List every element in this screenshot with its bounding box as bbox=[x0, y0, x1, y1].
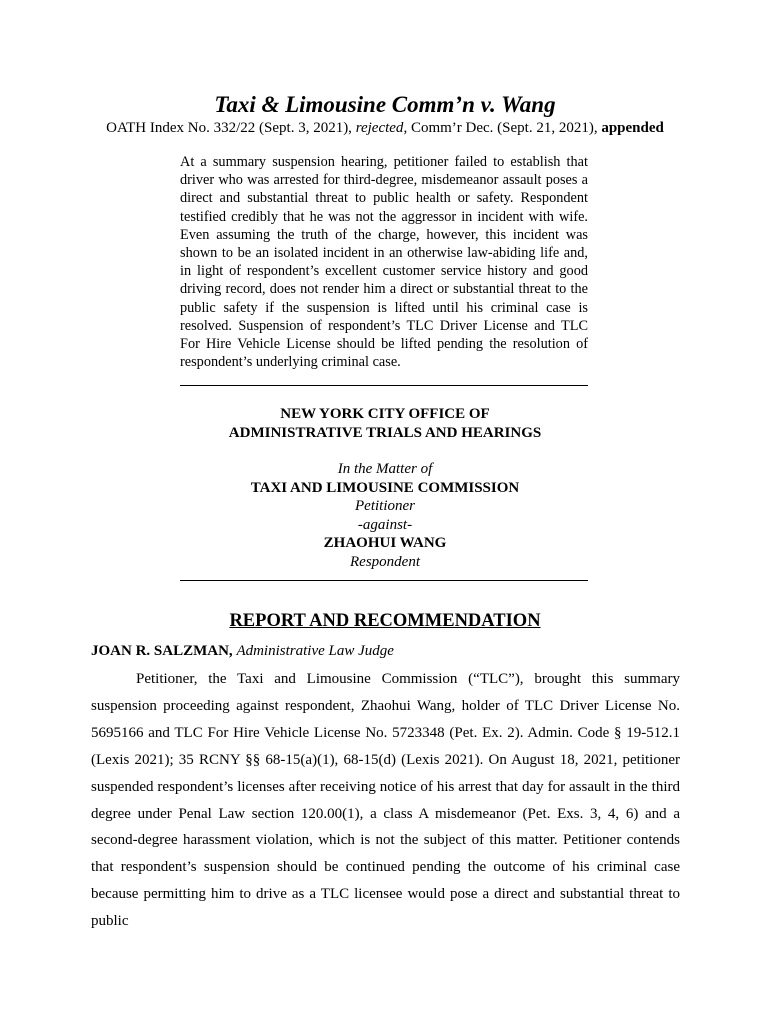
judge-name: JOAN R. SALZMAN, bbox=[91, 643, 233, 659]
petitioner-role: Petitioner bbox=[355, 498, 415, 514]
against-label: -against- bbox=[357, 516, 413, 533]
divider-bottom bbox=[180, 580, 588, 581]
case-caption bbox=[0, 460, 770, 571]
case-title: Taxi & Limousine Comm’n v. Wang bbox=[214, 92, 556, 117]
respondent-role: Respondent bbox=[350, 553, 420, 570]
case-citation bbox=[0, 120, 770, 137]
body-paragraph: Petitioner, the Taxi and Limousine Commission (“TLC”), brought this summary suspension proceeding against respondent, Zhaohui Wang, holder of TLC Driver License No. 5695166 and TLC For Hire Vehicle License No. 5723348 (Pet. Ex. 2). Admin. Code § 19-512.1 (Lexis 2021); 35 RCNY §§ 68-15(a)(1), 68-15(d) (Lexis 2021). On August 18, 2021, petitioner suspended respondent’s licenses after receiving notice of his arrest that day for assault in the third degree under Penal Law section 120.00(1), a class A misdemeanor (Pet. Exs. 3, 4, 6) and a second-degree harassment violation, which is not the subject of this matter. Petitioner contends that respondent’s suspension should be continued pending the outcome of his criminal case because permitting him to drive as a TLC licensee would pose a direct and substantial threat to public bbox=[91, 671, 680, 930]
citation-rejected: rejected bbox=[355, 120, 404, 136]
respondent-name: ZHAOHUI WANG bbox=[323, 535, 447, 551]
office-line-2: ADMINISTRATIVE TRIALS AND HEARINGS bbox=[228, 424, 542, 441]
report-title: REPORT AND RECOMMENDATION bbox=[229, 611, 541, 631]
judge-title: Administrative Law Judge bbox=[236, 643, 394, 659]
citation-index: OATH Index No. 332/22 (Sept. 3, 2021), bbox=[106, 120, 356, 136]
in-the-matter: In the Matter of bbox=[337, 461, 433, 477]
petitioner-name: TAXI AND LIMOUSINE COMMISSION bbox=[250, 479, 520, 496]
citation-decision: , Comm’r Dec. (Sept. 21, 2021), bbox=[403, 120, 602, 136]
divider-top bbox=[180, 385, 588, 386]
office-line-1: NEW YORK CITY OFFICE OF bbox=[280, 406, 490, 422]
judge-line bbox=[91, 643, 394, 660]
case-summary: At a summary suspension hearing, petitioner failed to establish that driver who was arrested for third-degree, misdemeanor assault poses a direct and substantial threat to public health or safety. Respondent testified credibly that he was not the aggressor in incident with wife. Even assuming the truth of the charge, however, this incident was shown to be an isolated incident in an otherwise law-abiding life and, in light of respondent’s excellent customer service history and good driving record, does not render him a direct or substantial threat to the public safety if the suspension is lifted until his criminal case is resolved. Suspension of respondent’s TLC Driver License and TLC For Hire Vehicle License should be lifted pending the resolution of respondent’s underlying criminal case. bbox=[180, 154, 588, 371]
office-heading bbox=[0, 405, 770, 442]
citation-appended: appended bbox=[601, 120, 664, 136]
